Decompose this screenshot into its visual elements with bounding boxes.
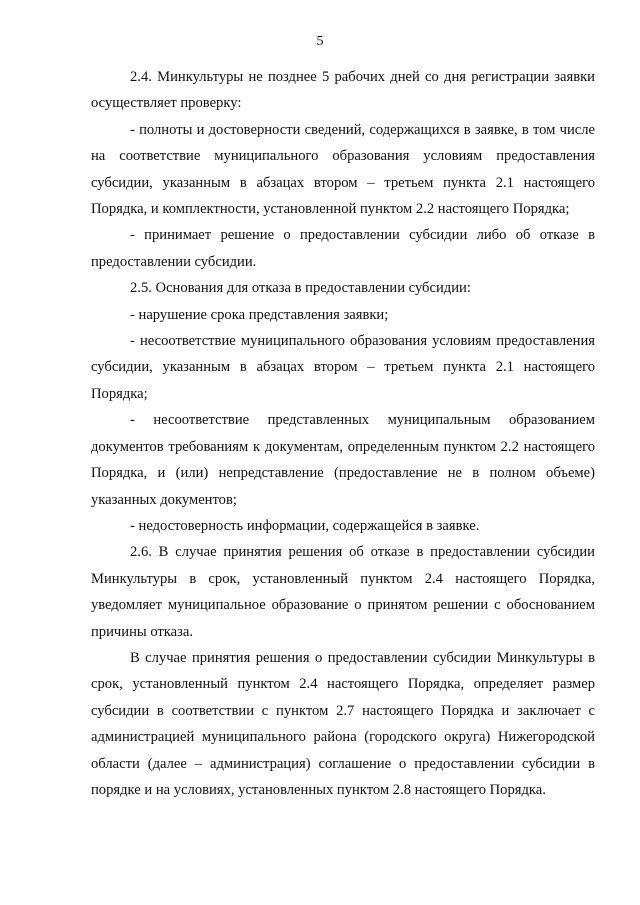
document-body [91,64,595,803]
paragraph-grant-decision: В случае принятия решения о предоставлении субсидии Минкультуры в срок, установленный пунктом 2.4 настоящего Порядка, определяет размер субсидии в соответствии с пунктом 2.7 настоящего Порядка и заключает с администрацией муниципального района (городского округа) Нижегородской области (далее – администрация) соглашение о предоставлении субсидии в порядке и на условиях, установленных пунктом 2.8 настоящего Порядка. [91,649,595,798]
paragraph-decision: - принимает решение о предоставлении субсидии либо об отказе в предоставлении субсидии. [91,227,595,270]
paragraph-completeness-check: - полноты и достоверности сведений, содержащихся в заявке, в том числе на соответствие муниципального образования условиям предоставления субсидии, указанным в абзацах втором – третьем пункта 2.1 настоящего Порядка, и комплектности, установленной пунктом 2.2 настоящего Порядка; [91,121,595,218]
paragraph-documents-nonconformity: - несоответствие представленных муниципальным образованием документов требованиям к документам, определенным пунктом 2.2 настоящего Порядка, и (или) непредставление (предоставление не в полном объеме) указанных документов; [91,412,595,508]
paragraph-false-info: - недостоверность информации, содержащейся в заявке. [130,517,480,534]
paragraph-2-5: 2.5. Основания для отказа в предоставлении субсидии: [130,280,471,297]
paragraph-2-4: 2.4. Минкультуры не позднее 5 рабочих дней со дня регистрации заявки осуществляет проверку: [91,69,595,112]
page-number: 5 [316,34,324,49]
paragraph-deadline-violation: - нарушение срока представления заявки; [130,306,389,323]
paragraph-nonconformity: - несоответствие муниципального образования условиям предоставления субсидии, указанным в абзацах втором – третьем пункта 2.1 настоящего Порядка; [91,333,595,402]
paragraph-2-6: 2.6. В случае принятия решения об отказе в предоставлении субсидии Минкультуры в срок, установленный пунктом 2.4 настоящего Порядка, уведомляет муниципальное образование о принятом решении с обоснованием причины отказа. [91,544,595,640]
